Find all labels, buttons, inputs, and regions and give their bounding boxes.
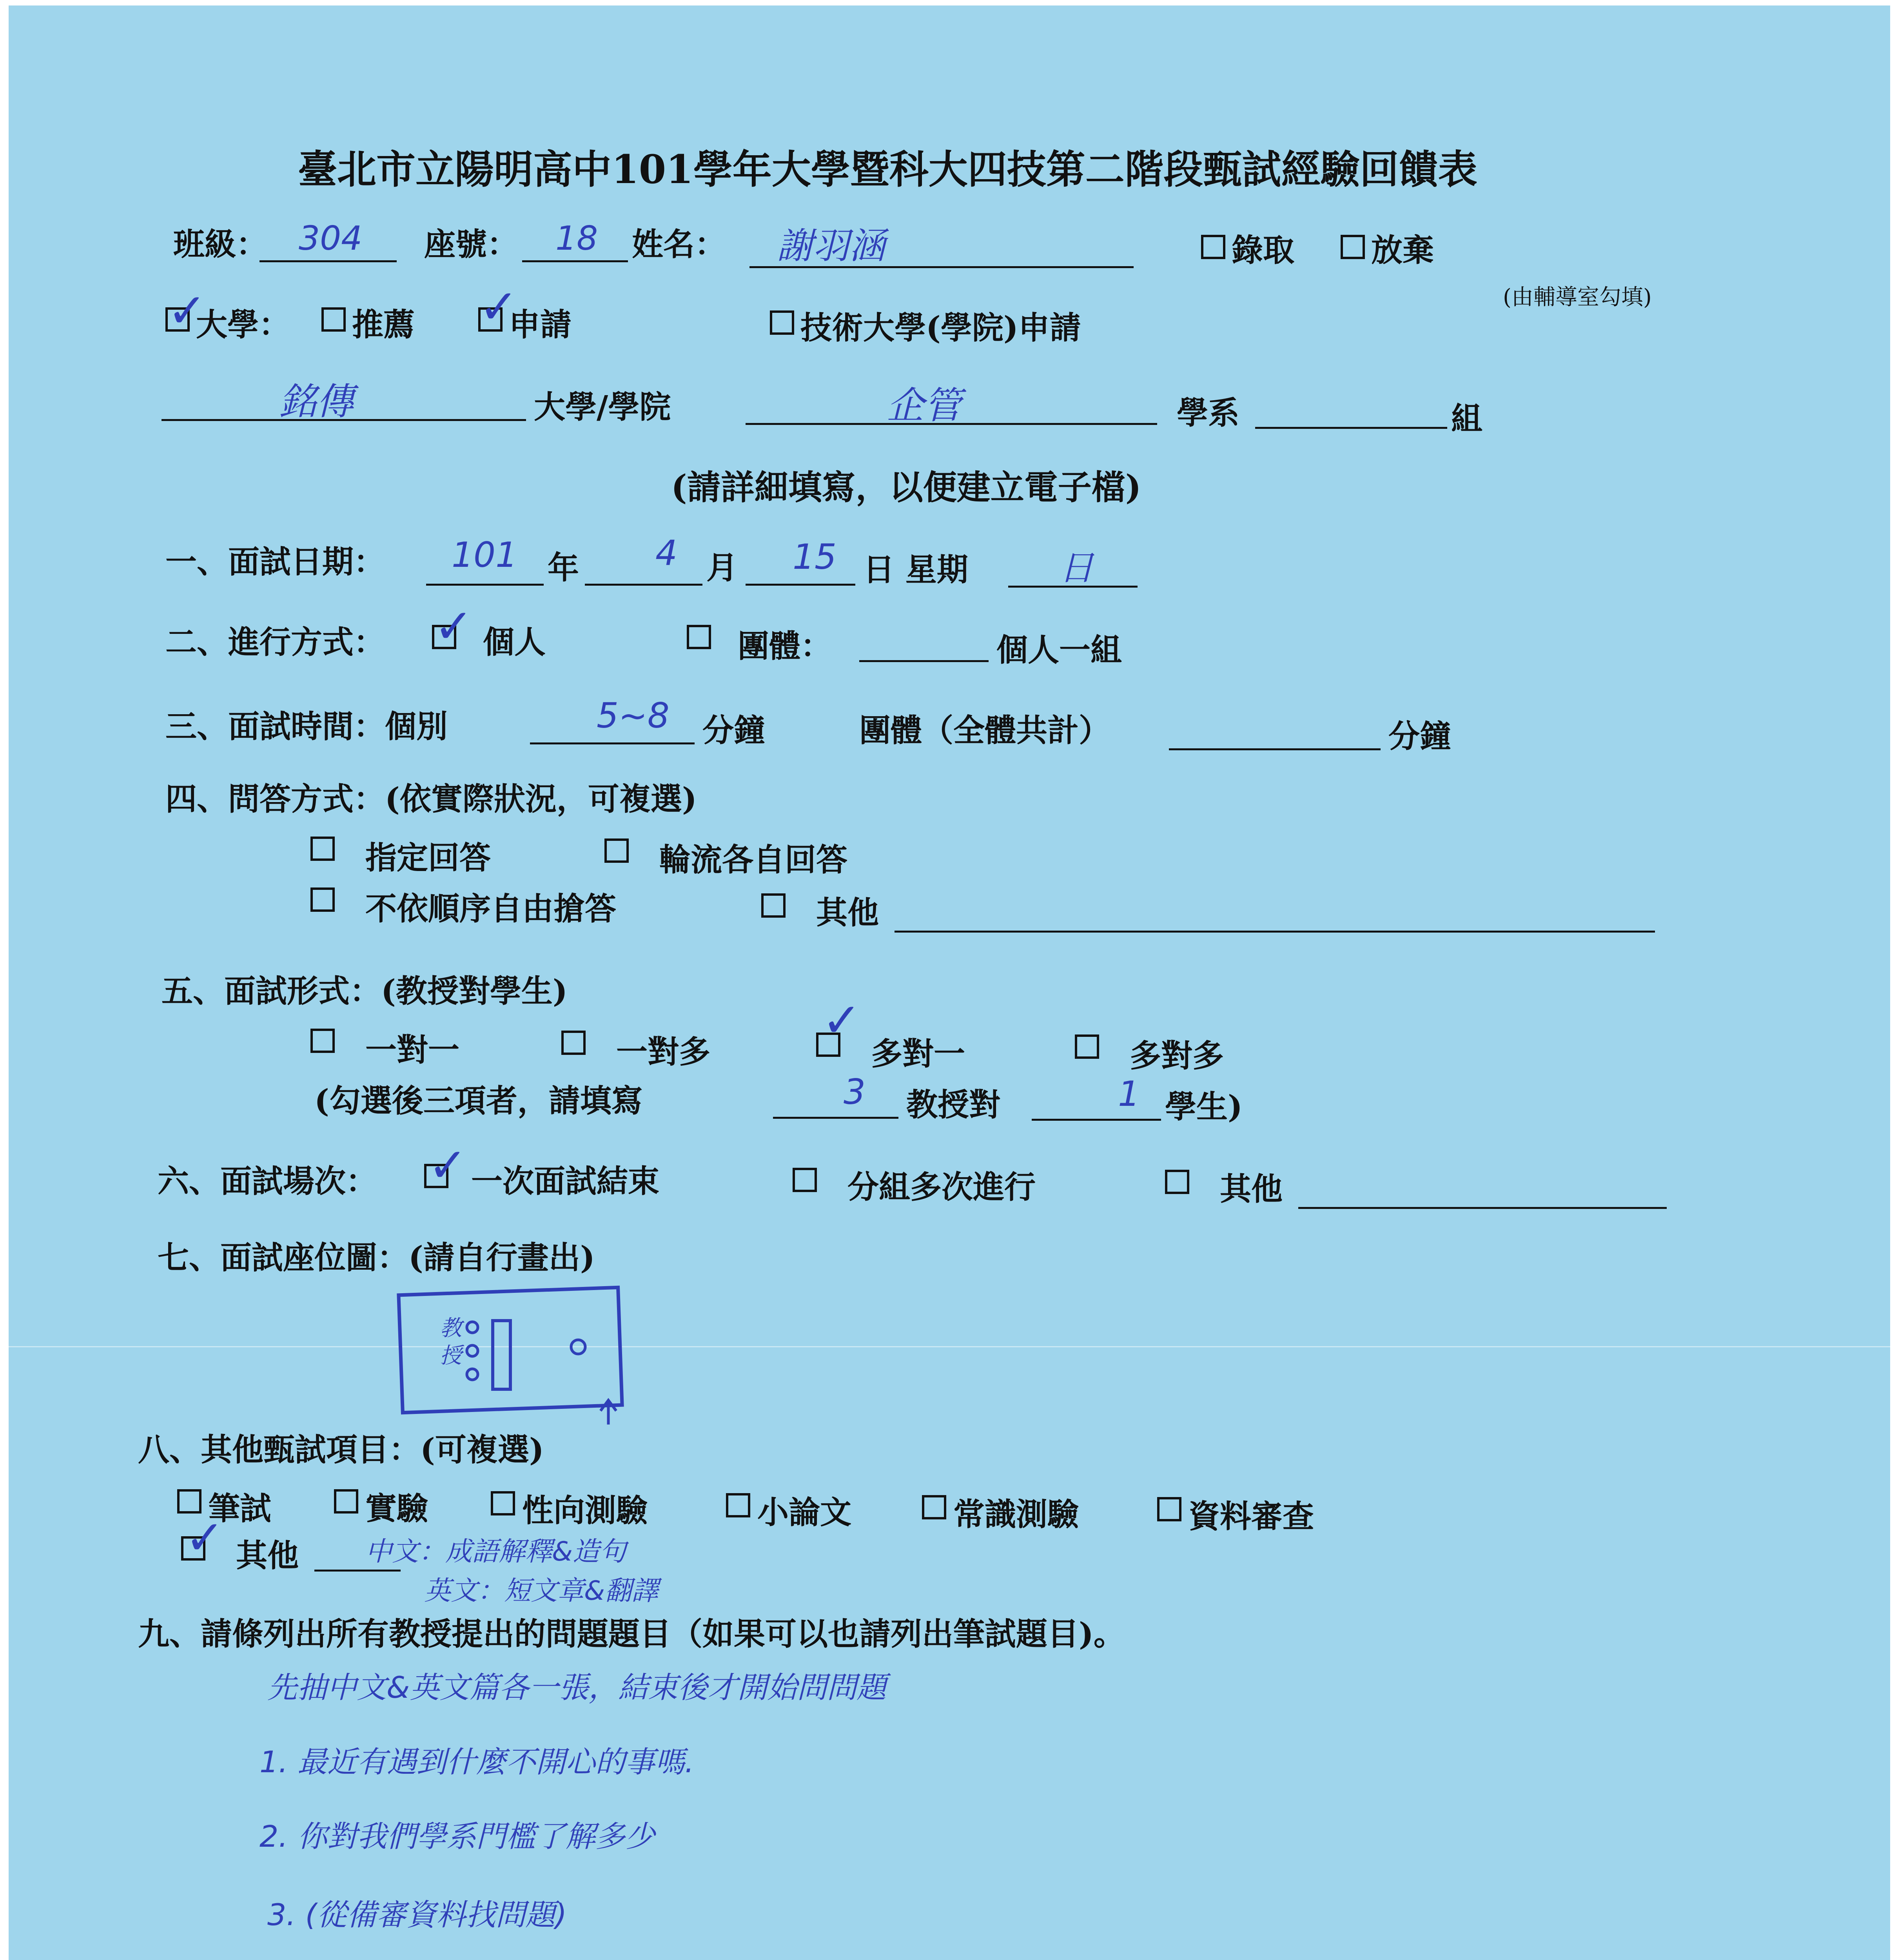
q8-option6-label: 資料審查 (1189, 1498, 1314, 1535)
giveup-label: 放棄 (1371, 232, 1434, 269)
apply-label: 申請 (509, 306, 572, 343)
class-field-line (259, 260, 397, 262)
q8-option4-label: 小論文 (757, 1494, 851, 1531)
q5-option3-label: 多對一 (871, 1035, 965, 1072)
q5-option3-check-mark: ✓ (822, 993, 862, 1048)
q2-personal-check-mark: ✓ (434, 599, 474, 654)
q5-follow-prefix: (勾選後三項者，請填寫 (314, 1082, 643, 1119)
q6-option3-checkbox[interactable] (1165, 1170, 1189, 1194)
q8-option5-checkbox[interactable] (922, 1495, 946, 1519)
q8-option7-label: 其他 (236, 1537, 299, 1574)
q5-student-count[interactable]: 1 (1118, 1074, 1140, 1114)
seating-diagram-professor-label: 教授 (440, 1316, 462, 1368)
q8-option2-checkbox[interactable] (334, 1489, 358, 1514)
q8-option7-check-mark: ✓ (185, 1511, 225, 1565)
q5-label: 五、面試形式：(教授對學生) (161, 973, 568, 1009)
class-value[interactable]: 304 (299, 219, 363, 258)
q8-other-line (314, 1570, 401, 1572)
q1-day-line (746, 584, 855, 586)
q4-label: 四、問答方式：(依實際狀況，可複選) (165, 780, 697, 817)
q4-option3-checkbox[interactable] (310, 887, 335, 912)
q1-month-unit: 月 (706, 549, 738, 586)
fill-in-note: (請詳細填寫，以便建立電子檔) (671, 468, 1141, 507)
q5-option2-checkbox[interactable] (561, 1031, 586, 1055)
q2-group-size-line (859, 660, 989, 662)
seat-value[interactable]: 18 (555, 219, 598, 258)
q8-option3-label: 性向測驗 (522, 1492, 648, 1529)
q3-group-line (1169, 748, 1381, 750)
q5-option4-checkbox[interactable] (1075, 1034, 1099, 1059)
q5-professor-count[interactable]: 3 (844, 1072, 866, 1112)
q6-option2-checkbox[interactable] (793, 1168, 817, 1192)
group-field-line (1255, 427, 1447, 429)
q8-option1-label: 筆試 (209, 1490, 271, 1527)
q1-weekday-value[interactable]: 日 (1059, 548, 1094, 588)
q1-day-unit: 日 星期 (863, 551, 968, 588)
q1-month-line (585, 584, 702, 586)
q4-option2-label: 輪流各自回答 (659, 841, 847, 878)
q9-label: 九、請條列出所有教授提出的問題題目（如果可以也請列出筆試題目)。 (138, 1615, 1125, 1652)
q8-other-line1[interactable]: 中文：成語解釋&造句 (365, 1536, 626, 1567)
q8-option6-checkbox[interactable] (1157, 1497, 1181, 1521)
tech-univ-label: 技術大學(學院)申請 (800, 309, 1081, 346)
q1-year-value[interactable]: 101 (452, 535, 517, 575)
q1-label: 一、面試日期： (165, 543, 385, 580)
q1-month-value[interactable]: 4 (655, 533, 677, 573)
q4-option4-label: 其他 (816, 894, 879, 931)
name-value[interactable]: 謝羽涵 (777, 225, 885, 267)
school-value[interactable]: 銘傳 (279, 380, 354, 423)
q4-option1-label: 指定回答 (365, 839, 491, 876)
university-check-mark: ✓ (167, 284, 207, 338)
q6-label: 六、面試場次： (158, 1163, 377, 1200)
tech-univ-checkbox[interactable] (770, 310, 794, 335)
counselor-note: (由輔導室勾填) (1503, 285, 1652, 310)
q8-label: 八、其他甄試項目：(可複選) (138, 1431, 544, 1468)
q5-follow-suffix: 學生) (1165, 1088, 1243, 1125)
q9-intro-answer[interactable]: 先抽中文&英文篇各一張，結束後才開始問問題 (267, 1670, 887, 1705)
apply-check-mark: ✓ (479, 280, 519, 334)
q2-group-label: 團體： (738, 628, 832, 664)
q3-individual-value[interactable]: 5~8 (597, 695, 670, 736)
q2-label: 二、進行方式： (165, 624, 385, 661)
q8-option3-checkbox[interactable] (491, 1491, 515, 1515)
q3-label: 三、面試時間：個別 (165, 708, 448, 745)
q1-year-unit: 年 (548, 549, 579, 586)
recommend-checkbox[interactable] (321, 307, 346, 332)
q3-group-label: 團體（全體共計） (859, 712, 1110, 749)
school-suffix: 大學/學院 (534, 388, 671, 425)
feedback-form-paper (9, 5, 1890, 1960)
q1-year-line (426, 584, 544, 586)
q9-item2-answer[interactable]: 2. 你對我們學系門檻了解多少 (259, 1819, 655, 1854)
q5-follow-mid: 教授對 (906, 1086, 1000, 1123)
q4-option3-label: 不依順序自由搶答 (365, 890, 616, 927)
admit-label: 錄取 (1232, 232, 1294, 269)
q2-group-suffix: 個人一組 (996, 632, 1122, 668)
q1-day-value[interactable]: 15 (793, 537, 836, 577)
department-value[interactable]: 企管 (887, 384, 962, 427)
q5-professor-count-line (773, 1117, 898, 1119)
q4-other-line (895, 931, 1655, 933)
q2-group-checkbox[interactable] (687, 625, 711, 649)
department-suffix: 學系 (1177, 394, 1239, 431)
paper-fold-line (9, 1346, 1890, 1347)
q8-option1-checkbox[interactable] (177, 1489, 201, 1514)
q6-option2-label: 分組多次進行 (847, 1169, 1036, 1205)
recommend-label: 推薦 (352, 306, 415, 343)
q5-option4-label: 多對多 (1130, 1037, 1224, 1074)
q3-minutes2: 分鐘 (1388, 718, 1451, 755)
q7-label: 七、面試座位圖：(請自行畫出) (158, 1239, 595, 1276)
q5-option1-checkbox[interactable] (310, 1029, 335, 1053)
q5-option2-label: 一對多 (616, 1033, 710, 1070)
q6-other-line (1298, 1207, 1667, 1209)
q3-individual-line (530, 742, 695, 744)
q4-option1-checkbox[interactable] (310, 837, 335, 861)
form-title: 臺北市立陽明高中101學年大學暨科大四技第二階段甄試經驗回饋表 (298, 146, 1477, 192)
university-label: 大學： (196, 306, 290, 343)
q5-student-count-line (1032, 1119, 1161, 1121)
class-label: 班級： (173, 226, 267, 263)
q5-option1-label: 一對一 (365, 1031, 459, 1068)
q2-personal-label: 個人 (483, 624, 546, 661)
q9-item1-answer[interactable]: 1. 最近有遇到什麼不開心的事嗎. (259, 1744, 694, 1779)
q9-item3-answer[interactable]: 3. (從備審資料找問題) (267, 1897, 567, 1932)
seat-label: 座號： (424, 226, 518, 263)
admit-checkbox[interactable] (1201, 235, 1225, 259)
q4-option4-checkbox[interactable] (761, 893, 786, 918)
q8-other-line2[interactable]: 英文：短文章&翻譯 (424, 1575, 659, 1606)
q8-option5-label: 常識測驗 (953, 1496, 1079, 1533)
q8-option2-label: 實驗 (365, 1490, 428, 1527)
name-label: 姓名： (632, 226, 726, 263)
q3-minutes: 分鐘 (702, 712, 765, 749)
q6-option1-check-mark: ✓ (428, 1138, 468, 1193)
seat-field-line (522, 260, 628, 262)
q6-option3-label: 其他 (1220, 1171, 1283, 1207)
q4-option2-checkbox[interactable] (604, 838, 629, 863)
group-suffix: 組 (1451, 400, 1482, 437)
q6-option1-label: 一次面試結束 (471, 1163, 659, 1200)
q8-option4-checkbox[interactable] (726, 1493, 750, 1517)
giveup-checkbox[interactable] (1341, 235, 1365, 259)
